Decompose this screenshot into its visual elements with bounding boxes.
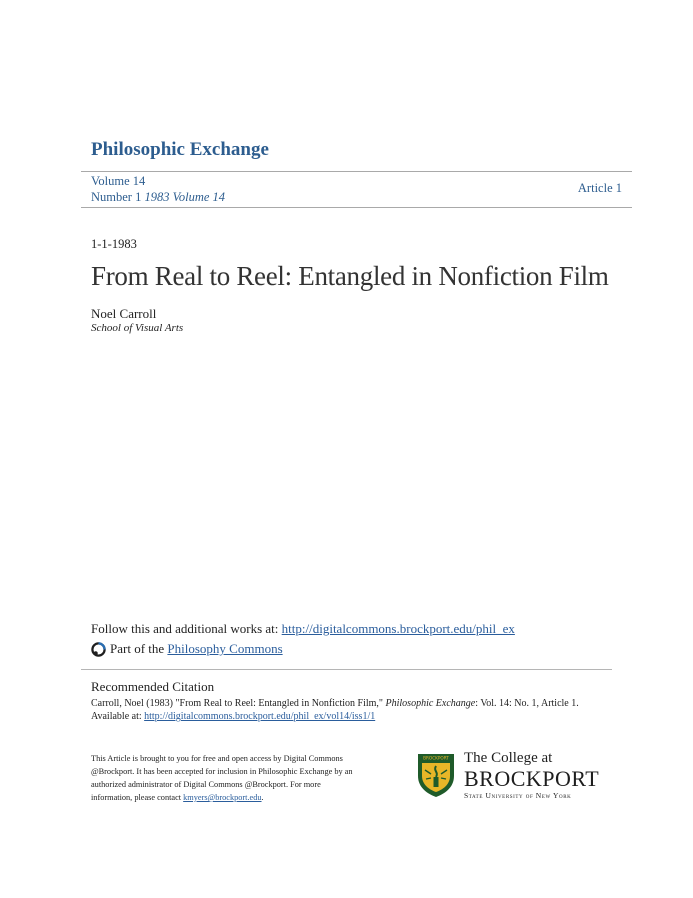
header-rule-top bbox=[81, 171, 632, 172]
citation-link[interactable]: http://digitalcommons.brockport.edu/phil_ex/vol14/iss1/1 bbox=[144, 711, 376, 722]
part-of-prefix: Part of the bbox=[110, 641, 168, 656]
follow-line bbox=[91, 621, 515, 637]
citation-text bbox=[91, 698, 579, 709]
citation-suffix: : Vol. 14: No. 1, Article 1. bbox=[475, 698, 579, 709]
publication-date: 1-1-1983 bbox=[91, 237, 137, 251]
citation-heading: Recommended Citation bbox=[91, 679, 215, 694]
citation-prefix: Carroll, Noel (1983) "From Real to Reel: Entangled in Nonfiction Film," bbox=[91, 698, 386, 709]
creative-commons-icon bbox=[91, 642, 106, 657]
author-affiliation: School of Visual Arts bbox=[91, 322, 184, 334]
access-note bbox=[91, 752, 359, 804]
volume-label[interactable]: Volume 14 bbox=[91, 174, 146, 188]
access-note-text: This Article is brought to you for free and open access by Digital Commons @Brockport. It has been accepted for inclusion in Philosophic Exchange by an authorized administrator of Digital Commons @Brockport. For more information, please contact bbox=[91, 754, 353, 802]
logo-line-3: State University of New York bbox=[464, 791, 572, 800]
shield-label: BROCKPORT bbox=[423, 755, 449, 761]
journal-title[interactable]: Philosophic Exchange bbox=[91, 139, 269, 160]
citation-rule bbox=[81, 669, 612, 670]
logo-line-2: BROCKPORT bbox=[464, 766, 600, 791]
philosophy-commons-link[interactable]: Philosophy Commons bbox=[167, 641, 283, 656]
logo-wordmark bbox=[464, 751, 599, 800]
article-label[interactable]: Article 1 bbox=[577, 181, 622, 195]
part-of-line bbox=[91, 641, 283, 657]
college-logo[interactable] bbox=[416, 751, 599, 800]
paper-title: From Real to Reel: Entangled in Nonfiction Film bbox=[91, 261, 609, 291]
issue-number: Number 1 bbox=[91, 190, 142, 204]
availability-prefix: Available at: bbox=[91, 711, 145, 722]
header-rule-bottom bbox=[81, 207, 632, 208]
logo-line-1: The College at bbox=[464, 750, 553, 766]
contact-email-link[interactable]: kmyers@brockport.edu bbox=[183, 793, 262, 802]
follow-link[interactable]: http://digitalcommons.brockport.edu/phil_ex bbox=[281, 621, 515, 636]
issue-detail: 1983 Volume 14 bbox=[144, 190, 226, 204]
follow-prefix: Follow this and additional works at: bbox=[91, 621, 282, 636]
author-name: Noel Carroll bbox=[91, 306, 157, 321]
citation-availability bbox=[91, 711, 375, 722]
issue-label[interactable] bbox=[91, 190, 225, 205]
college-shield-icon bbox=[416, 752, 456, 798]
citation-journal: Philosophic Exchange bbox=[385, 698, 476, 709]
access-note-end: . bbox=[261, 793, 264, 802]
